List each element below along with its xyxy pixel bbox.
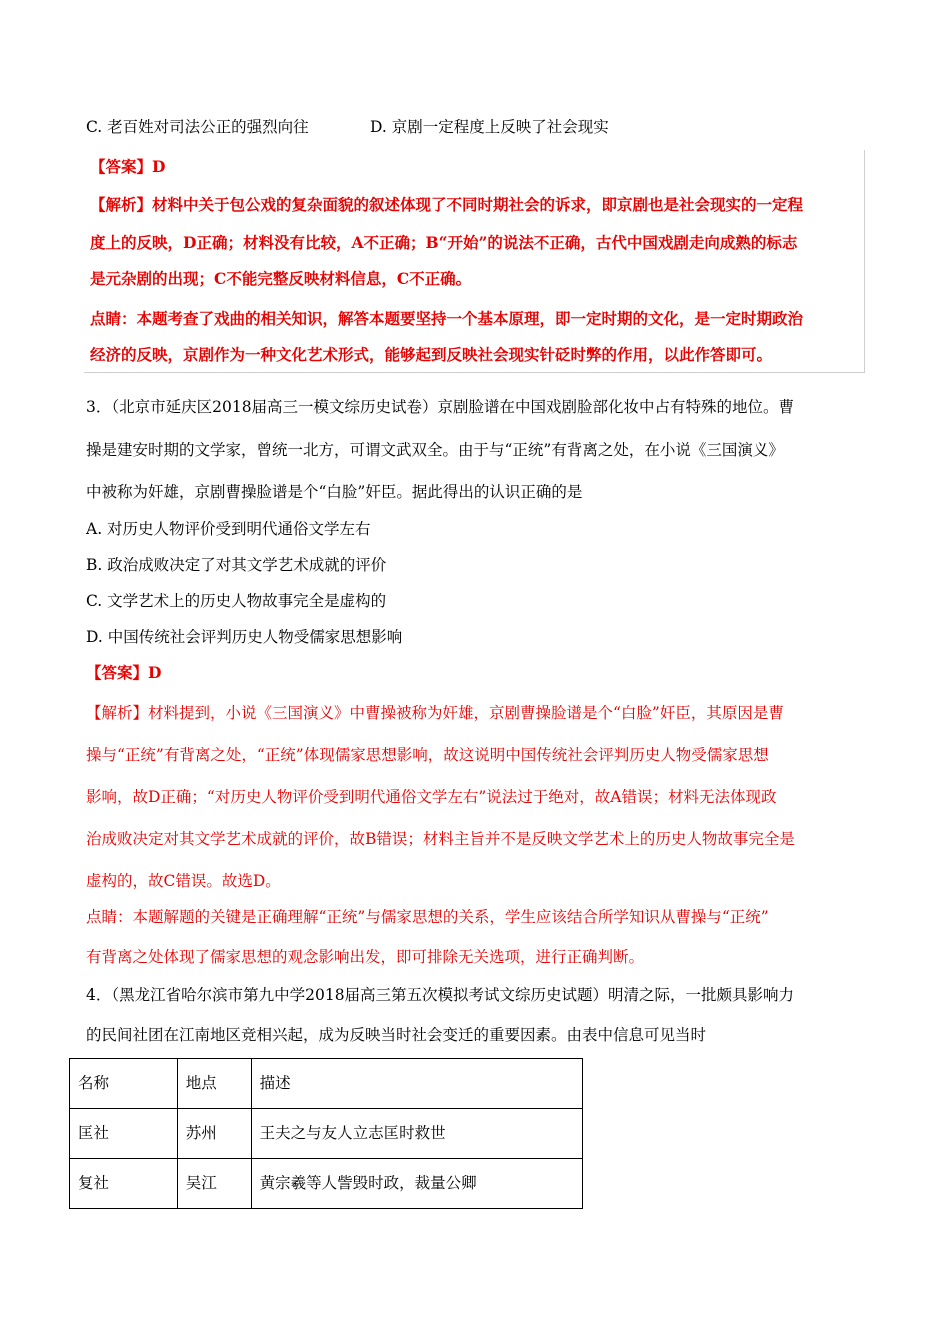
table-row <box>70 1159 583 1209</box>
q3-analysis-line-2: 操与“正统”有背离之处，“正统”体现儒家思想影响，故这说明中国传统社会评判历史人物受儒家思想 <box>86 746 769 764</box>
q3-option-c: C. 文学艺术上的历史人物故事完全是虚构的 <box>86 592 387 610</box>
q2-answer-label: 【答案】D <box>90 157 166 176</box>
q3-analysis-line-3: 影响，故D正确；“对历史人物评价受到明代通俗文学左右”说法过于绝对，故A错误；材料无法体现政 <box>86 788 777 806</box>
q4-stem-line-1: 4．（黑龙江省哈尔滨市第九中学2018届高三第五次模拟考试文综历史试题）明清之际，一批颇具影响力 <box>86 986 795 1004</box>
q3-analysis-line-1: 【解析】材料提到，小说《三国演义》中曹操被称为奸雄，京剧曹操脸谱是个“白脸”奸臣，其原因是曹 <box>86 704 784 722</box>
q3-answer-label: 【答案】D <box>86 663 162 682</box>
table-header-description: 描述 <box>251 1059 582 1109</box>
table-cell: 复社 <box>70 1159 178 1209</box>
q2-option-d: D. 京剧一定程度上反映了社会现实 <box>370 118 609 136</box>
q4-table <box>69 1058 583 1209</box>
q2-analysis-line-1: 【解析】材料中关于包公戏的复杂面貌的叙述体现了不同时期社会的诉求，即京剧也是社会现实的一定程 <box>90 195 804 214</box>
table-header-row <box>70 1059 583 1109</box>
q3-option-b: B. 政治成败决定了对其文学艺术成就的评价 <box>86 556 387 574</box>
q2-option-c: C. 老百姓对司法公正的强烈向往 <box>86 118 309 136</box>
q3-tip-line-2: 有背离之处体现了儒家思想的观念影响出发，即可排除无关选项，进行正确判断。 <box>86 948 645 966</box>
q3-stem-line-1: 3．（北京市延庆区2018届高三一模文综历史试卷）京剧脸谱在中国戏剧脸部化妆中占有特殊的地位。曹 <box>86 398 795 416</box>
q3-tip-line-1: 点睛：本题解题的关键是正确理解“正统”与儒家思想的关系，学生应该结合所学知识从曹操与“正统” <box>86 908 769 926</box>
table-cell: 黄宗羲等人訾毁时政，裁量公卿 <box>251 1159 582 1209</box>
q2-analysis-line-3: 是元杂剧的出现；C不能完整反映材料信息，C不正确。 <box>90 269 472 288</box>
q3-analysis-line-4: 治成败决定对其文学艺术成就的评价，故B错误；材料主旨并不是反映文学艺术上的历史人物故事完全是 <box>86 830 795 848</box>
q2-tip-line-1: 点睛：本题考查了戏曲的相关知识，解答本题要坚持一个基本原理，即一定时期的文化，是一定时期政治 <box>90 309 804 328</box>
q2-tip-line-2: 经济的反映，京剧作为一种文化艺术形式，能够起到反映社会现实针砭时弊的作用，以此作答即可。 <box>90 345 773 364</box>
table-header-name: 名称 <box>70 1059 178 1109</box>
q3-stem-line-3: 中被称为奸雄，京剧曹操脸谱是个“白脸”奸臣。据此得出的认识正确的是 <box>86 483 583 501</box>
q2-analysis-line-2: 度上的反映，D正确；材料没有比较，A不正确；B“开始”的说法不正确，古代中国戏剧走向成熟的标志 <box>90 233 798 252</box>
q3-stem-line-2: 操是建安时期的文学家，曾统一北方，可谓文武双全。由于与“正统”有背离之处，在小说《三国演义》 <box>86 441 784 459</box>
q4-stem-line-2: 的民间社团在江南地区竞相兴起，成为反映当时社会变迁的重要因素。由表中信息可见当时 <box>86 1026 707 1044</box>
table-header-place: 地点 <box>177 1059 251 1109</box>
q3-option-a: A. 对历史人物评价受到明代通俗文学左右 <box>86 520 371 538</box>
table-cell: 苏州 <box>177 1109 251 1159</box>
q3-option-d: D. 中国传统社会评判历史人物受儒家思想影响 <box>86 628 403 646</box>
table-cell: 吴江 <box>177 1159 251 1209</box>
q3-analysis-line-5: 虚构的，故C错误。故选D。 <box>86 872 281 890</box>
table-cell: 匡社 <box>70 1109 178 1159</box>
table-row <box>70 1109 583 1159</box>
table-cell: 王夫之与友人立志匡时救世 <box>251 1109 582 1159</box>
q2-answer-box <box>84 150 865 373</box>
